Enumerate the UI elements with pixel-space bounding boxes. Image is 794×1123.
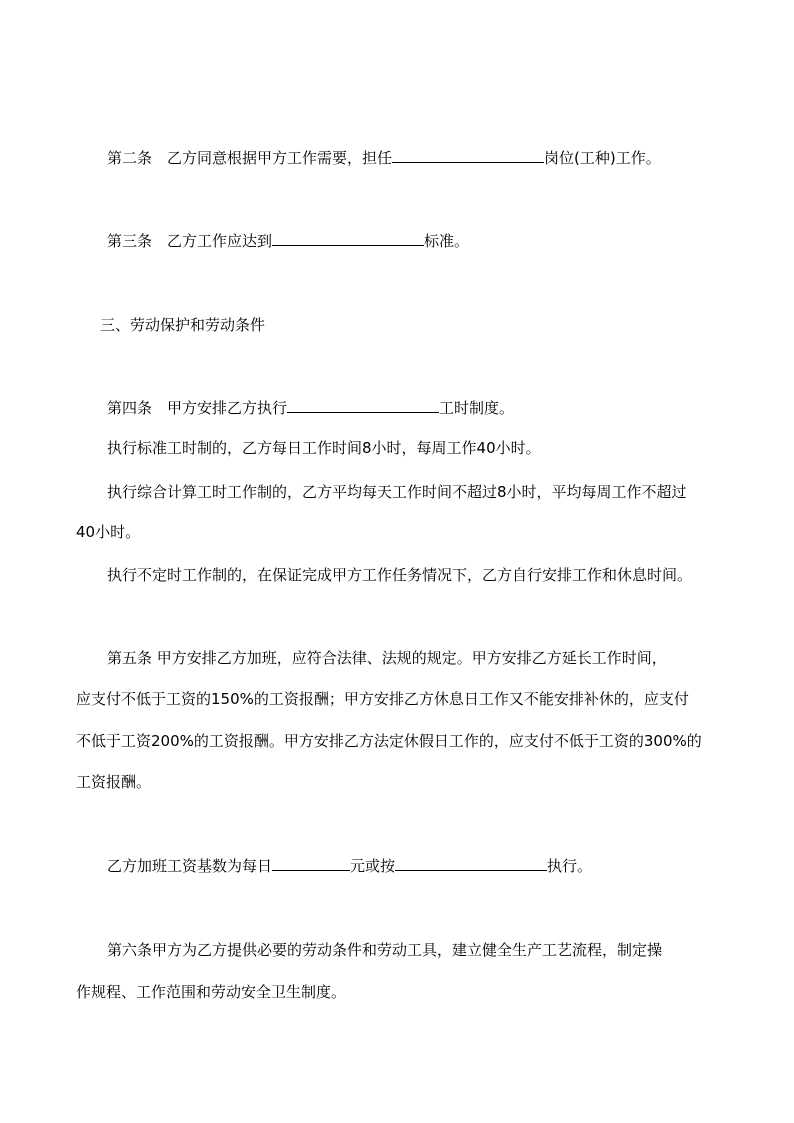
article-6-line-1: 第六条甲方为乙方提供必要的劳动条件和劳动工具，建立健全生产工艺流程，制定操 — [107, 941, 663, 959]
article-5-line-3: 不低于工资200%的工资报酬。甲方安排乙方法定休假日工作的，应支付不低于工资的300%的 — [76, 732, 702, 750]
article-6-line-2: 作规程、工作范围和劳动安全卫生制度。 — [76, 983, 347, 1001]
section-3-heading: 三、劳动保护和劳动条件 — [100, 316, 266, 334]
article-4-label: 第四条 — [107, 399, 153, 417]
article-3-line — [107, 231, 469, 251]
daily-rate-blank-field[interactable] — [272, 856, 350, 871]
article-5-line-2: 应支付不低于工资的150%的工资报酬；甲方安排乙方休息日工作又不能安排补休的，应支付 — [76, 690, 689, 708]
article-4-para-2-line-2: 40小时。 — [76, 523, 141, 541]
overtime-base-line — [107, 856, 592, 876]
article-3-text-before: 乙方工作应达到 — [167, 232, 273, 250]
article-5-line-1: 第五条 甲方安排乙方加班，应符合法律、法规的规定。甲方安排乙方延长工作时间， — [107, 649, 667, 667]
article-2-line — [107, 148, 661, 168]
position-blank-field[interactable] — [392, 148, 544, 163]
article-4-para-3: 执行不定时工作制的，在保证完成甲方工作任务情况下，乙方自行安排工作和休息时间。 — [107, 566, 693, 584]
article-2-text-after: 岗位(工种)工作。 — [544, 149, 661, 167]
article-3-text-after: 标准。 — [424, 232, 470, 250]
article-2-text-before: 乙方同意根据甲方工作需要，担任 — [167, 149, 393, 167]
article-2-label: 第二条 — [107, 149, 153, 167]
article-5-line-4: 工资报酬。 — [76, 773, 152, 791]
article-4-line — [107, 398, 514, 418]
article-4-text-after: 工时制度。 — [439, 399, 515, 417]
article-3-label: 第三条 — [107, 232, 153, 250]
article-4-para-2-line-1: 执行综合计算工时工作制的，乙方平均每天工作时间不超过8小时，平均每周工作不超过 — [107, 483, 687, 501]
standard-blank-field[interactable] — [272, 231, 424, 246]
working-hours-blank-field[interactable] — [287, 398, 439, 413]
overtime-basis-blank-field[interactable] — [395, 856, 547, 871]
overtime-text-before: 乙方加班工资基数为每日 — [107, 857, 273, 875]
overtime-text-middle: 元或按 — [350, 857, 396, 875]
article-4-text-before: 甲方安排乙方执行 — [167, 399, 288, 417]
article-4-para-1: 执行标准工时制的，乙方每日工作时间8小时，每周工作40小时。 — [107, 439, 541, 457]
overtime-text-after: 执行。 — [547, 857, 593, 875]
